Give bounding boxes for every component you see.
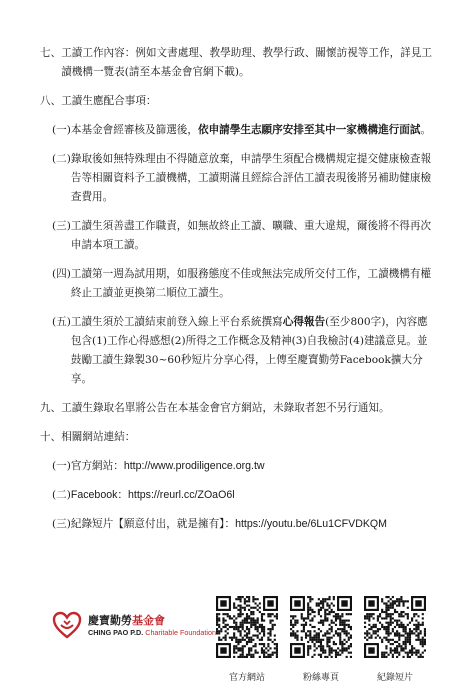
sub-item-2 bbox=[52, 150, 436, 207]
section-number: 八、 bbox=[40, 95, 62, 107]
qr-code-official-site[interactable] bbox=[216, 596, 278, 658]
sub-number: (二) bbox=[52, 153, 71, 165]
sub-text-bold: 心得報告 bbox=[282, 316, 326, 328]
sub-item-4 bbox=[52, 265, 436, 303]
sub-text: 錄取後如無特殊理由不得隨意放棄，申請學生須配合機構規定提交健康檢查報告等相關資料予工讀機構，工讀期滿且經綜合評估工讀表現後將另補助健康檢查費用。 bbox=[70, 153, 432, 203]
section-number: 十、 bbox=[40, 431, 62, 443]
link-label: 紀錄短片【願意付出，就是擁有】： bbox=[70, 518, 236, 530]
section-ten bbox=[40, 428, 436, 447]
section-eight bbox=[40, 92, 436, 111]
section-text: 相關網站連結： bbox=[61, 431, 136, 443]
sub-text: 工讀生須於工讀結束前登入線上平台系統撰寫 bbox=[70, 316, 283, 328]
footer bbox=[40, 596, 440, 696]
qr-code-fan-page[interactable] bbox=[290, 596, 352, 658]
video-link[interactable]: https://youtu.be/6Lu1CFVDKQM bbox=[235, 518, 387, 530]
official-site-link[interactable]: http://www.prodiligence.org.tw bbox=[123, 460, 265, 472]
link-video bbox=[52, 515, 436, 534]
link-label: 官方網站： bbox=[70, 460, 124, 472]
link-facebook bbox=[52, 486, 436, 505]
sub-number: (二) bbox=[52, 489, 71, 501]
sub-number: (四) bbox=[52, 268, 71, 280]
section-number: 九、 bbox=[40, 402, 62, 414]
sub-text: 工讀生須善盡工作職責，如無故終止工讀、曠職、重大違規，爾後將不得再次申請本項工讀。 bbox=[70, 220, 432, 251]
sub-number: (三) bbox=[52, 518, 71, 530]
sub-text: 本基金會經審核及篩選後， bbox=[70, 124, 198, 136]
sub-text: 工讀第一週為試用期，如服務態度不佳或無法完成所交付工作，工讀機構有權終止工讀並更換第二順位工讀生。 bbox=[70, 268, 432, 299]
sub-item-5 bbox=[52, 313, 436, 389]
sub-text-bold: 依申請學生志願序安排至其中一家機構進行面試 bbox=[198, 124, 421, 136]
link-label: Facebook： bbox=[70, 489, 128, 501]
logo-name-suffix: 基金會 bbox=[132, 614, 165, 627]
qr-label-video: 紀錄短片 bbox=[376, 673, 413, 683]
section-text: 工讀工作內容：例如文書處理、教學助理、教學行政、關懷訪視等工作，詳見工讀機構一覽表(請至本基金會官網下載)。 bbox=[61, 47, 432, 78]
section-text: 工讀生錄取名單將公告在本基金會官方網站，未錄取者恕不另行通知。 bbox=[61, 402, 390, 414]
heart-hands-icon bbox=[52, 610, 82, 640]
section-text: 工讀生應配合事項： bbox=[61, 95, 157, 107]
qr-code-video[interactable] bbox=[364, 596, 426, 658]
section-nine bbox=[40, 399, 436, 418]
logo-subtitle-suffix: Charitable Foundation bbox=[143, 628, 216, 637]
section-number: 七、 bbox=[40, 47, 62, 59]
link-official-site bbox=[52, 457, 436, 476]
sub-number: (五) bbox=[52, 316, 71, 328]
sub-item-3 bbox=[52, 217, 436, 255]
logo-subtitle: CHING PAO P.D. bbox=[88, 628, 144, 637]
qr-label-fan-page: 粉絲專頁 bbox=[302, 673, 339, 683]
sub-text: 。 bbox=[420, 124, 432, 136]
sub-item-1 bbox=[52, 121, 436, 140]
facebook-link[interactable]: https://reurl.cc/ZOaO6l bbox=[128, 489, 235, 501]
sub-text: (至少800字)，內容應包含(1)工作心得感想(2)所得之工作概念及精神(3)自我檢討(4)建議意見。並鼓勵工讀生錄製30~60秒短片分享心得，上傳至慶寶勤勞Facebook擴大分享。 bbox=[70, 316, 428, 385]
sub-number: (三) bbox=[52, 220, 71, 232]
qr-label-official-site: 官方網站 bbox=[228, 673, 265, 683]
sub-number: (一) bbox=[52, 124, 71, 136]
section-seven bbox=[40, 44, 436, 82]
logo-name: 慶寶勤勞 bbox=[88, 614, 132, 627]
sub-number: (一) bbox=[52, 460, 71, 472]
foundation-logo bbox=[52, 608, 216, 648]
